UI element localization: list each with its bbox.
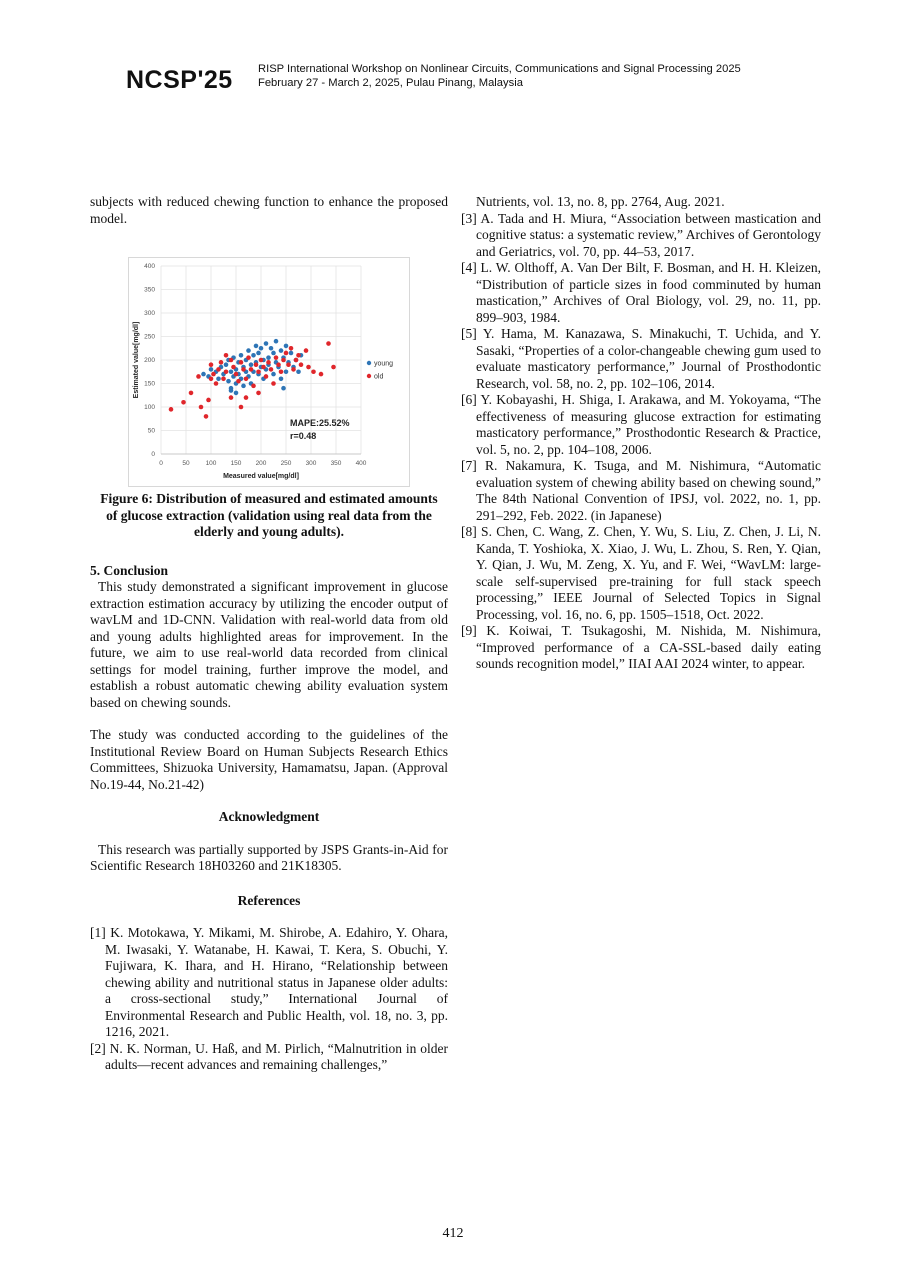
references-list-right: [461, 194, 821, 673]
x-tick-label: 400: [355, 460, 367, 467]
x-axis-label: Measured value[mg/dl]: [223, 473, 299, 480]
data-point-old: [241, 367, 246, 372]
data-point-young: [264, 341, 269, 346]
x-tick-label: 100: [205, 460, 217, 467]
x-tick-label: 50: [182, 460, 190, 467]
data-point-old: [331, 365, 336, 370]
legend-marker-young: [367, 361, 371, 365]
data-point-old: [239, 360, 244, 365]
data-point-old: [304, 348, 309, 353]
data-point-old: [246, 355, 251, 360]
data-point-old: [219, 360, 224, 365]
data-point-young: [271, 372, 276, 377]
data-point-young: [279, 377, 284, 382]
data-point-young: [284, 369, 289, 374]
legend-label-old: old: [374, 373, 384, 381]
data-point-young: [234, 391, 239, 396]
data-point-old: [214, 381, 219, 386]
data-point-old: [289, 346, 294, 351]
page-header: [126, 60, 826, 100]
intro-paragraph: subjects with reduced chewing function to enhance the proposed model.: [90, 194, 448, 226]
data-point-old: [251, 384, 256, 389]
data-point-young: [241, 384, 246, 389]
conclusion-paragraph: This study demonstrated a significant improvement in glucose extraction estimation accuracy by utilizing the encoder output of wavLM and 1D-CNN. Validation with real-world data from old and young adults highlighted areas for improvement. In the future, we aim to use real-world data recorded from clinical settings for model training, further improve the model, and establish a robust automatic chewing ability evaluation system based on chewing sounds.: [90, 579, 448, 710]
scatter-chart: [129, 258, 409, 486]
data-point-young: [249, 362, 254, 367]
data-point-old: [306, 365, 311, 370]
reference-item: [6] Y. Kobayashi, H. Shiga, I. Arakawa, and M. Yokoyama, “The effectiveness of measuring glucose extraction for estimating masticatory performance,” Prosthodontic Research & Practice, vol. 5, no. 2, pp. 104–108, 2006.: [461, 392, 821, 457]
reference-item: [9] K. Koiwai, T. Tsukagoshi, M. Nishida, M. Nishimura, “Improved performance of a CA-SSL-based daily eating sounds recognition model,” IIAI AAI 2024 winter, to appear.: [461, 623, 821, 671]
data-point-young: [229, 388, 234, 393]
figure-caption: Figure 6: Distribution of measured and estimated amounts of glucose extraction (validation using real data from the elderly and young adults).: [100, 491, 438, 539]
data-point-old: [221, 377, 226, 382]
page-number: 412: [442, 1226, 464, 1241]
data-point-young: [229, 369, 234, 374]
conference-logo: NCSP'25: [126, 66, 233, 94]
data-point-young: [281, 386, 286, 391]
annotation-mape: MAPE:25.52%: [290, 418, 350, 428]
data-point-young: [271, 351, 276, 356]
data-point-old: [279, 369, 284, 374]
y-tick-label: 200: [144, 357, 155, 365]
data-point-old: [229, 358, 234, 363]
data-point-old: [259, 358, 264, 363]
data-point-young: [201, 372, 206, 377]
data-point-old: [269, 367, 274, 372]
data-point-young: [209, 367, 214, 372]
ethics-paragraph: The study was conducted according to the guidelines of the Institutional Review Board on Human Subjects Research Ethics Committees, Shizuoka University, Hamamatsu, Japan. (Approval No.19-44, No.21-42): [90, 727, 448, 792]
data-point-young: [246, 348, 251, 353]
data-point-old: [209, 377, 214, 382]
data-point-old: [196, 374, 201, 379]
reference-item: [8] S. Chen, C. Wang, Z. Chen, Y. Wu, S. Liu, Z. Chen, J. Li, N. Kanda, T. Yoshioka, X. Xiao, J. Wu, L. Zhou, S. Ren, Y. Qian, Y. Qian, J. Wu, M. Zeng, X. Yu, and F. Wei, “WavLM: large-scale self-supervised pre-training for full stack speech processing,” IEEE Journal of Selected Topics in Signal Processing, vol. 16, no. 6, pp. 1505–1518, Oct. 2022.: [461, 524, 821, 622]
data-point-young: [226, 379, 231, 384]
data-point-old: [239, 405, 244, 410]
references-list-left: [90, 925, 448, 1074]
data-point-old: [236, 379, 241, 384]
left-column: [90, 194, 448, 1074]
y-tick-label: 300: [144, 310, 155, 318]
data-point-young: [274, 339, 279, 344]
x-tick-label: 250: [280, 460, 292, 467]
data-point-young: [256, 351, 261, 356]
data-point-old: [181, 400, 186, 405]
data-point-old: [211, 372, 216, 377]
acknowledgment-paragraph: This research was partially supported by JSPS Grants-in-Aid for Scientific Research 18H03260 and 21K18305.: [90, 841, 448, 873]
data-point-old: [224, 369, 229, 374]
data-point-young: [296, 369, 301, 374]
data-point-old: [224, 353, 229, 358]
data-point-old: [294, 358, 299, 363]
y-tick-label: 100: [144, 404, 155, 412]
data-point-old: [274, 355, 279, 360]
data-point-old: [276, 362, 281, 367]
data-point-old: [256, 369, 261, 374]
data-point-old: [326, 341, 331, 346]
data-point-old: [216, 367, 221, 372]
data-point-old: [281, 358, 286, 363]
data-point-old: [264, 374, 269, 379]
data-point-old: [254, 362, 259, 367]
data-point-old: [284, 351, 289, 356]
data-point-old: [319, 372, 324, 377]
reference-item: [4] L. W. Olthoff, A. Van Der Bilt, F. Bosman, and H. H. Kleizen, “Distribution of particle sizes in food comminuted by human mastication,” Archives of Oral Biology, vol. 29, no. 11, pp. 899–903, 1984.: [461, 260, 821, 325]
reference-item: [1] K. Motokawa, Y. Mikami, M. Shirobe, A. Edahiro, Y. Ohara, M. Iwasaki, Y. Watanabe, H. Kawai, T. Kera, S. Obuchi, Y. Fujiwara, K. Ihara, and H. Hirano, “Relationship between chewing ability and nutritional status in Japanese older adults: a cross-sectional study,” International Journal of Environmental Research and Public Health, vol. 18, no. 3, pp. 1216, 2021.: [90, 925, 448, 1039]
y-tick-label: 50: [147, 427, 155, 435]
data-point-old: [271, 381, 276, 386]
data-point-young: [239, 353, 244, 358]
reference-item: [3] A. Tada and H. Miura, “Association between mastication and cognitive status: a systematic review,” Archives of Gerontology and Geriatrics, vol. 70, pp. 44–53, 2017.: [461, 210, 821, 259]
references-heading: References: [237, 892, 301, 908]
legend-marker-old: [367, 374, 371, 378]
y-tick-label: 400: [144, 263, 155, 271]
y-axis-label: Estimated value[mg/dl]: [133, 321, 140, 399]
data-point-young: [216, 377, 221, 382]
data-point-old: [311, 369, 316, 374]
conference-title: RISP International Workshop on Nonlinear Circuits, Communications and Signal Processing 2025: [258, 63, 741, 75]
conference-info: [258, 63, 741, 90]
data-point-old: [209, 362, 214, 367]
x-tick-label: 350: [330, 460, 342, 467]
data-point-old: [249, 367, 254, 372]
y-tick-label: 250: [144, 333, 155, 341]
data-point-old: [189, 391, 194, 396]
data-point-young: [289, 351, 294, 356]
data-point-old: [234, 372, 239, 377]
legend-label-young: young: [374, 360, 394, 368]
data-point-old: [169, 407, 174, 412]
y-tick-label: 150: [144, 380, 155, 388]
data-point-old: [291, 367, 296, 372]
conference-dates: February 27 - March 2, 2025, Pulau Pinang, Malaysia: [258, 76, 523, 89]
reference-item: [2] N. K. Norman, U. Haß, and M. Pirlich, “Malnutrition in older adults—recent advances and remaining challenges,”: [90, 1040, 448, 1072]
data-point-old: [244, 395, 249, 400]
reference-continuation: Nutrients, vol. 13, no. 8, pp. 2764, Aug. 2021.: [476, 194, 725, 209]
data-point-old: [286, 362, 291, 367]
data-point-young: [279, 348, 284, 353]
data-point-young: [224, 362, 229, 367]
data-point-young: [269, 346, 274, 351]
y-tick-label: 0: [151, 451, 155, 459]
data-point-young: [259, 346, 264, 351]
reference-item: [7] R. Nakamura, K. Tsuga, and M. Nishimura, “Automatic evaluation system of chewing ability based on chewing sound,” The 84th National Convention of IPSJ, vol. 2022, no. 1, pp. 291–292, Feb. 2022. (in Japanese): [461, 458, 821, 523]
data-point-old: [299, 362, 304, 367]
data-point-young: [251, 353, 256, 358]
x-tick-label: 150: [230, 460, 242, 467]
annotation-r: r=0.48: [290, 431, 317, 441]
data-point-old: [256, 391, 261, 396]
y-tick-label: 350: [144, 286, 155, 294]
data-point-old: [261, 365, 266, 370]
data-point-old: [231, 365, 236, 370]
right-column: [461, 194, 821, 673]
data-point-young: [284, 344, 289, 349]
data-point-young: [266, 355, 271, 360]
conclusion-heading: 5. Conclusion: [90, 562, 169, 578]
x-tick-label: 300: [305, 460, 317, 467]
reference-item: [5] Y. Hama, M. Kanazawa, S. Minakuchi, T. Uchida, and Y. Sasaki, “Properties of a color-changeable chewing gum used to evaluate masticatory performance,” Journal of Prosthodontic Research, vol. 58, no. 2, pp. 102–106, 2014.: [461, 326, 821, 391]
data-point-young: [254, 344, 259, 349]
acknowledgment-heading: Acknowledgment: [218, 809, 320, 824]
scatter-figure: [128, 257, 410, 487]
data-point-old: [206, 398, 211, 403]
data-point-old: [266, 360, 271, 365]
data-point-old: [244, 377, 249, 382]
data-point-old: [229, 395, 234, 400]
data-point-old: [296, 353, 301, 358]
data-point-old: [204, 414, 209, 419]
x-tick-label: 0: [159, 460, 163, 467]
data-point-old: [199, 405, 204, 410]
x-tick-label: 200: [255, 460, 267, 467]
